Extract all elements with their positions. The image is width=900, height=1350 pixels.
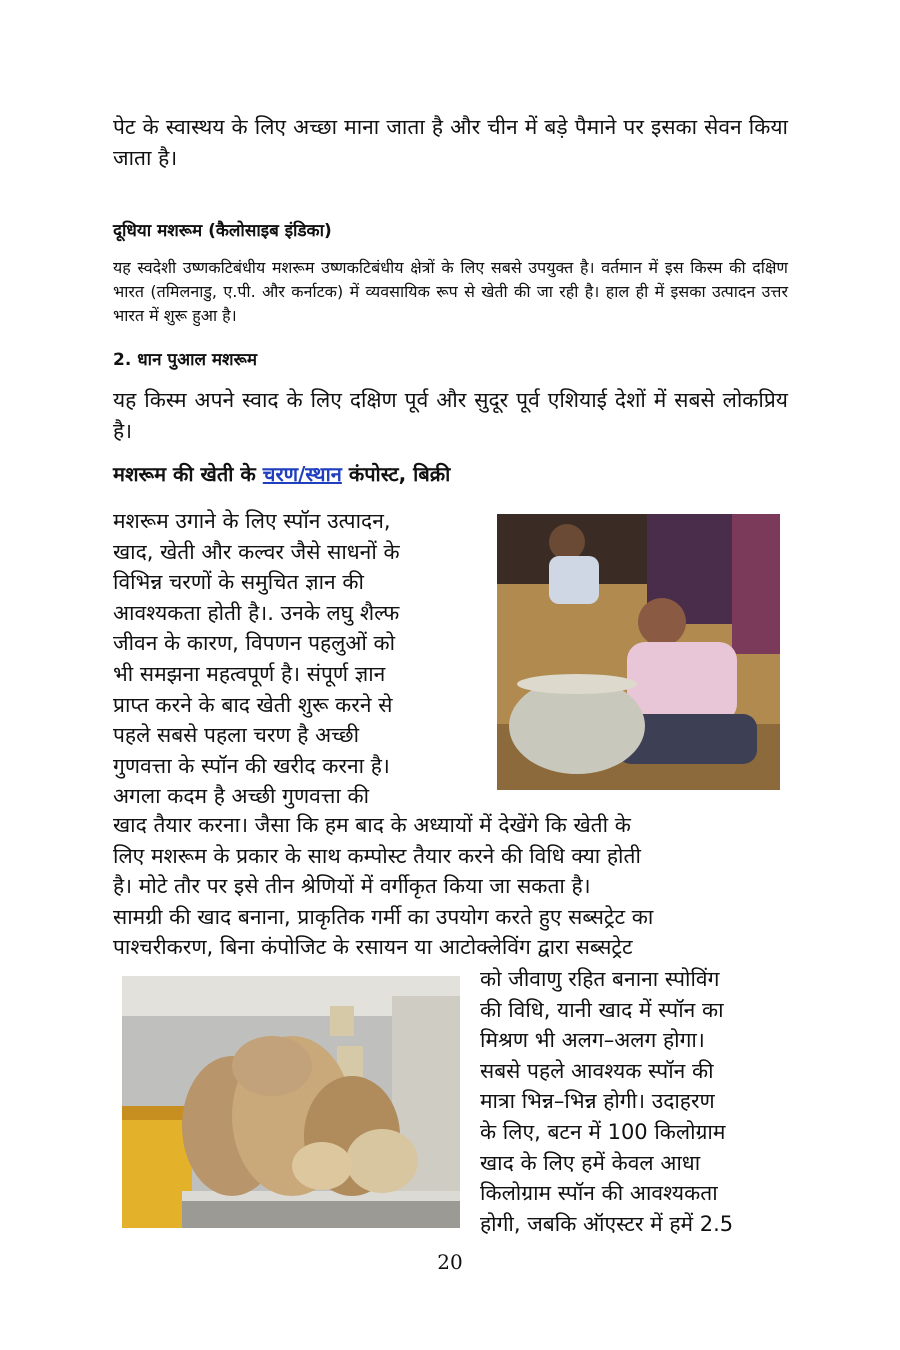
paddy-straw-paragraph: यह किस्म अपने स्वाद के लिए दक्षिण पूर्व और सुदूर पूर्व एशियाई देशों में सबसे लोकप्रिय है। — [113, 388, 788, 443]
page-number: 20 — [437, 1250, 463, 1274]
paddy-straw-heading: 2. धान पुआल मशरूम — [113, 350, 257, 370]
text-line: विभिन्न चरणों के समुचित ज्ञान की — [113, 570, 364, 595]
text-line: को जीवाणु रहित बनाना स्पोविंग — [480, 967, 720, 991]
text-line: के लिए, बटन में 100 किलोग्राम — [480, 1119, 726, 1144]
text-line: मात्रा भिन्न–भिन्न होगी। उदाहरण — [480, 1089, 715, 1114]
milky-mushroom-heading: दूधिया मशरूम (कैलोसाइब इंडिका) — [113, 221, 332, 241]
text-line: है। मोटे तौर पर इसे तीन श्रेणियों में वर्गीकृत किया जा सकता है। — [113, 874, 591, 899]
text-line: जीवन के कारण, विपणन पहलुओं को — [113, 631, 396, 656]
text-line: मिश्रण भी अलग–अलग होगा। — [480, 1028, 705, 1053]
text-line: लिए मशरूम के प्रकार के साथ कम्पोस्ट तैयार करने की विधि क्या होती — [113, 843, 641, 868]
text-line: अगला कदम है अच्छी गुणवत्ता की — [113, 784, 370, 809]
text-line: सामग्री की खाद बनाना, प्राकृतिक गर्मी का उपयोग करते हुए सब्सट्रेट का — [113, 904, 654, 929]
text-line: की विधि, यानी खाद में स्पॉन का — [480, 997, 724, 1022]
text-line: किलोग्राम स्पॉन की आवश्यकता — [480, 1181, 718, 1206]
photo-spawn-bags-storage — [122, 976, 460, 1228]
stages-link[interactable]: चरण/स्थान — [262, 462, 342, 486]
text-line: प्राप्त करने के बाद खेती शुरू करने से — [113, 692, 393, 717]
text-line: पाश्चरीकरण, बिना कंपोजिट के रसायन या आटोक्लेविंग द्वारा सब्सट्रेट — [113, 935, 633, 960]
cultivation-heading-suffix: कंपोस्ट, बिक्री — [348, 462, 451, 486]
text-line: खाद के लिए हमें केवल आधा — [480, 1150, 701, 1175]
text-line: खाद तैयार करना। जैसा कि हम बाद के अध्यायों में देखेंगे कि खेती के — [113, 813, 631, 837]
text-line: होगी, जबकि ऑएस्टर में हमें 2.5 — [480, 1211, 734, 1236]
cultivation-text-block-3 — [480, 964, 788, 1239]
text-line: पहले सबसे पहला चरण है अच्छी — [113, 723, 360, 748]
intro-paragraph: पेट के स्वास्थय के लिए अच्छा माना जाता है और चीन में बड़े पैमाने पर इसका सेवन किया जाता है। — [113, 115, 788, 170]
cultivation-heading — [113, 460, 450, 487]
text-line: खाद, खेती और कल्वर जैसे साधनों के — [113, 539, 400, 564]
text-line: मशरूम उगाने के लिए स्पॉन उत्पादन, — [113, 509, 391, 533]
text-line: सबसे पहले आवश्यक स्पॉन की — [480, 1058, 714, 1083]
text-line: गुणवत्ता के स्पॉन की खरीद करना है। — [113, 753, 390, 778]
milky-mushroom-paragraph: यह स्वदेशी उष्णकटिबंधीय मशरूम उष्णकटिबंधीय क्षेत्रों के लिए सबसे उपयुक्त है। वर्तमान में इस किस्म की दक्षिण भारत (तमिलनाडु, ए.पी. और कर्नाटक) में व्यवसायिक रूप से खेती की जा रही है। हाल ही में इसका उत्पादन उत्तर भारत में शुरू हुआ है। — [113, 258, 788, 325]
text-line: भी समझना महत्वपूर्ण है। संपूर्ण ज्ञान — [113, 661, 386, 686]
cultivation-text-block-1 — [113, 506, 478, 812]
cultivation-heading-prefix: मशरूम की खेती के — [113, 462, 256, 486]
cultivation-text-block-2 — [113, 810, 788, 963]
text-line: आवश्यकता होती है।. उनके लघु शैल्फ — [113, 600, 400, 625]
photo-spawning-compost — [497, 514, 780, 790]
